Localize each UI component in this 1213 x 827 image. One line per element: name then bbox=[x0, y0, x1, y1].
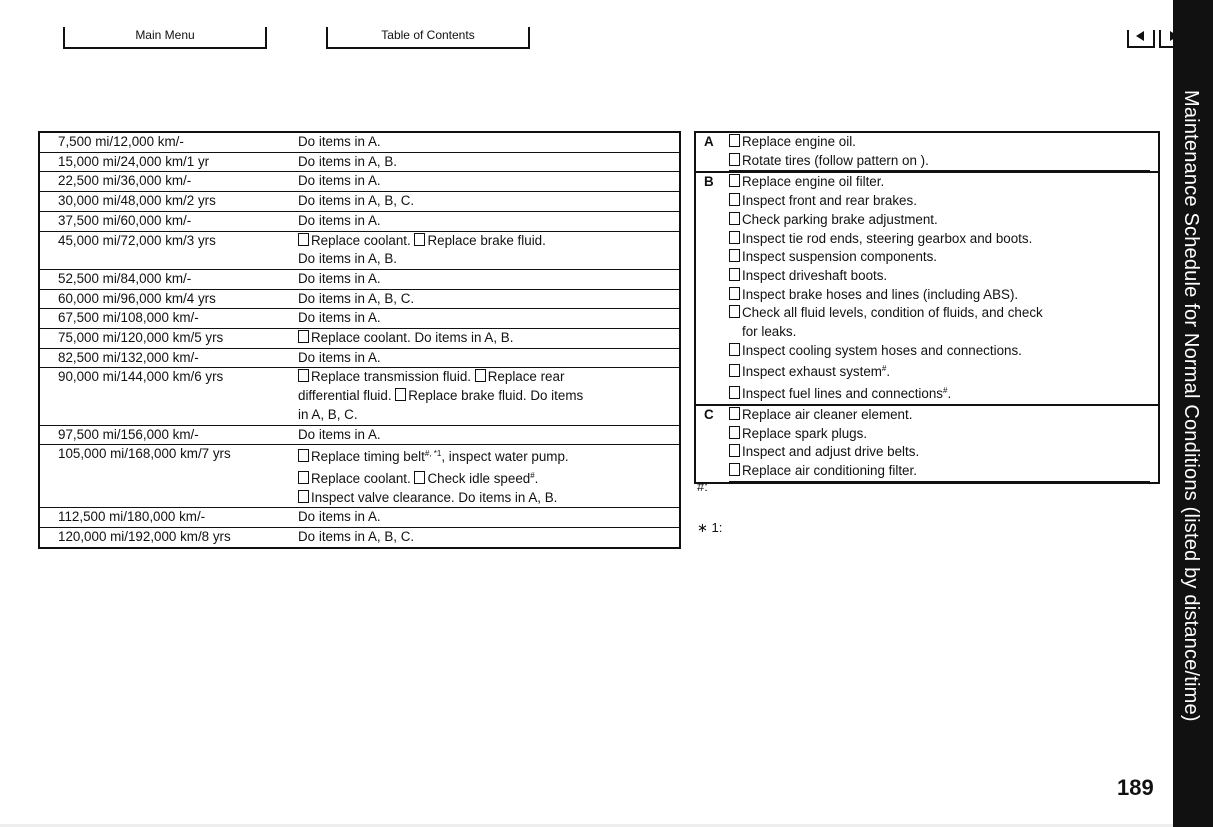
checkbox-icon bbox=[395, 388, 406, 401]
checkbox-icon bbox=[729, 193, 740, 206]
schedule-item-text: differential fluid. bbox=[298, 388, 396, 404]
checkbox-icon bbox=[298, 490, 309, 503]
checkbox-icon bbox=[729, 305, 740, 318]
legend-item bbox=[729, 152, 1150, 172]
checkbox-icon bbox=[729, 153, 740, 166]
footnote-marker: # bbox=[881, 364, 887, 374]
schedule-row bbox=[40, 309, 679, 329]
schedule-distance: 7,500 mi/12,000 km/- bbox=[58, 134, 184, 149]
checkbox-icon bbox=[298, 233, 309, 246]
schedule-item-text: Replace brake fluid. bbox=[427, 232, 546, 248]
schedule-items bbox=[298, 329, 663, 348]
footnote-marker: # bbox=[530, 470, 535, 480]
checkbox-icon bbox=[298, 471, 309, 484]
schedule-row bbox=[40, 290, 679, 310]
schedule-item-text: Do items in A. bbox=[298, 426, 381, 442]
schedule-item-text: Do items in A. bbox=[298, 134, 381, 149]
legend-item-text: Inspect exhaust system bbox=[742, 364, 882, 380]
checkbox-icon bbox=[475, 369, 486, 382]
schedule-distance: 45,000 mi/72,000 km/3 yrs bbox=[58, 232, 216, 248]
schedule-items bbox=[298, 290, 663, 309]
schedule-distance: 82,500 mi/132,000 km/- bbox=[58, 349, 199, 365]
legend-items bbox=[729, 173, 1158, 403]
checkbox-icon bbox=[729, 231, 740, 244]
checkbox-icon bbox=[729, 249, 740, 262]
footnote-marker: # bbox=[943, 386, 948, 396]
footnote-star1: ∗ 1: bbox=[697, 520, 723, 535]
schedule-distance: 67,500 mi/108,000 km/- bbox=[58, 310, 199, 326]
schedule-item-text: in A, B, C. bbox=[298, 406, 358, 422]
schedule-distance: 120,000 mi/192,000 km/8 yrs bbox=[58, 529, 231, 545]
schedule-row bbox=[40, 212, 679, 232]
checkbox-icon bbox=[729, 268, 740, 281]
legend-item-text: Replace engine oil. bbox=[742, 134, 856, 149]
schedule-item-text: Inspect valve clearance. Do items in A, B. bbox=[311, 489, 558, 505]
legend-letter: B bbox=[704, 174, 714, 190]
checkbox-icon bbox=[298, 449, 309, 462]
schedule-distance: 22,500 mi/36,000 km/- bbox=[58, 173, 192, 189]
schedule-row bbox=[40, 192, 679, 212]
schedule-row bbox=[40, 349, 679, 369]
schedule-item-text: Do items in A. bbox=[298, 349, 381, 365]
schedule-item-text: Replace coolant. bbox=[311, 232, 415, 248]
legend-item-text: Inspect front and rear brakes. bbox=[742, 193, 917, 209]
schedule-row bbox=[40, 368, 679, 425]
schedule-distance: 105,000 mi/168,000 km/7 yrs bbox=[58, 446, 231, 462]
schedule-row bbox=[40, 270, 679, 290]
checkbox-icon bbox=[729, 407, 740, 420]
schedule-row bbox=[40, 232, 679, 270]
schedule-item-text: Replace brake fluid. Do items bbox=[408, 388, 584, 404]
schedule-item-text: Replace rear bbox=[487, 369, 565, 385]
legend-item-text: Inspect and adjust drive belts. bbox=[742, 444, 920, 460]
schedule-item-text: , inspect water pump. bbox=[441, 449, 569, 465]
main-menu-button[interactable]: Main Menu bbox=[63, 27, 267, 49]
legend-item bbox=[729, 360, 1150, 382]
schedule-item-text: Do items in A, B. bbox=[298, 251, 397, 267]
legend-item-text: Rotate tires (follow pattern on ). bbox=[742, 152, 929, 168]
schedule-items bbox=[298, 349, 663, 368]
schedule-distance: 15,000 mi/24,000 km/1 yr bbox=[58, 153, 210, 169]
schedule-items bbox=[298, 508, 663, 527]
schedule-row bbox=[40, 445, 679, 508]
section-side-tab bbox=[1173, 0, 1213, 827]
schedule-items bbox=[298, 212, 663, 231]
checkbox-icon bbox=[729, 426, 740, 439]
schedule-items bbox=[298, 426, 663, 445]
schedule-row bbox=[40, 153, 679, 173]
legend-item bbox=[729, 342, 1150, 361]
legend-item-suffix: . bbox=[886, 364, 891, 380]
maintenance-items-legend bbox=[694, 131, 1160, 484]
maintenance-schedule-table bbox=[38, 131, 681, 549]
legend-items bbox=[729, 406, 1158, 482]
checkbox-icon bbox=[729, 212, 740, 225]
schedule-row bbox=[40, 329, 679, 349]
legend-item-text: Replace air cleaner element. bbox=[742, 406, 913, 422]
schedule-item-text: Do items in A. bbox=[298, 212, 381, 228]
legend-letter: C bbox=[704, 406, 714, 422]
schedule-row bbox=[40, 426, 679, 446]
legend-item-text: Replace spark plugs. bbox=[742, 425, 868, 441]
legend-items bbox=[729, 133, 1158, 171]
previous-page-button[interactable] bbox=[1127, 30, 1155, 48]
schedule-item-text: Replace transmission fluid. bbox=[311, 369, 475, 385]
checkbox-icon bbox=[414, 471, 425, 484]
legend-item bbox=[729, 304, 1150, 323]
schedule-distance: 52,500 mi/84,000 km/- bbox=[58, 270, 192, 286]
checkbox-icon bbox=[729, 287, 740, 300]
schedule-items bbox=[298, 232, 663, 269]
schedule-items bbox=[298, 528, 663, 547]
legend-item bbox=[729, 323, 1150, 342]
schedule-item-text: Replace timing belt bbox=[311, 449, 425, 465]
legend-item bbox=[729, 425, 1150, 444]
legend-item-text: Inspect tie rod ends, steering gearbox and boots. bbox=[742, 230, 1033, 246]
legend-item bbox=[729, 462, 1150, 482]
legend-item bbox=[729, 173, 1150, 192]
legend-item-text: for leaks. bbox=[742, 324, 797, 340]
legend-item-text: Inspect brake hoses and lines (including ABS). bbox=[742, 286, 1019, 302]
page-number: 189 bbox=[1117, 775, 1154, 800]
legend-item bbox=[729, 230, 1150, 249]
checkbox-icon bbox=[729, 134, 740, 147]
schedule-distance: 112,500 mi/180,000 km/- bbox=[58, 509, 206, 525]
checkbox-icon bbox=[729, 174, 740, 187]
schedule-item-text: Do items in A, B, C. bbox=[298, 193, 415, 209]
schedule-distance: 30,000 mi/48,000 km/2 yrs bbox=[58, 193, 216, 209]
schedule-item-text: . bbox=[534, 470, 539, 486]
footnote-hash: #: bbox=[697, 479, 708, 494]
schedule-item-text: Do items in A, B, C. bbox=[298, 529, 415, 545]
schedule-item-text: Replace coolant. Do items in A, B. bbox=[311, 330, 514, 346]
checkbox-icon bbox=[729, 343, 740, 356]
legend-item-text: Replace engine oil filter. bbox=[742, 174, 885, 190]
side-tab-label: Maintenance Schedule for Normal Conditions (listed by distance/time) bbox=[1180, 90, 1202, 722]
schedule-row bbox=[40, 172, 679, 192]
schedule-items bbox=[298, 153, 663, 172]
checkbox-icon bbox=[298, 330, 309, 343]
schedule-distance: 97,500 mi/156,000 km/- bbox=[58, 426, 199, 442]
legend-section bbox=[696, 173, 1158, 405]
schedule-row bbox=[40, 528, 679, 547]
legend-item-text: Check all fluid levels, condition of fluids, and check bbox=[742, 305, 1043, 321]
legend-item-text: Inspect driveshaft boots. bbox=[742, 267, 888, 283]
schedule-distance: 75,000 mi/120,000 km/5 yrs bbox=[58, 330, 224, 346]
legend-item-suffix: . bbox=[947, 386, 952, 402]
schedule-items bbox=[298, 309, 663, 328]
legend-item bbox=[729, 248, 1150, 267]
schedule-items bbox=[298, 133, 663, 152]
schedule-item-text: Do items in A, B. bbox=[298, 153, 397, 169]
legend-item-text: Check parking brake adjustment. bbox=[742, 211, 938, 227]
arrow-left-icon bbox=[1136, 31, 1144, 41]
legend-item-text: Replace air conditioning filter. bbox=[742, 462, 917, 478]
legend-section bbox=[696, 406, 1158, 482]
legend-item bbox=[729, 443, 1150, 462]
schedule-items bbox=[298, 172, 663, 191]
legend-item-text: Inspect suspension components. bbox=[742, 249, 938, 265]
schedule-item-text: Do items in A. bbox=[298, 173, 381, 189]
schedule-items bbox=[298, 270, 663, 289]
schedule-items bbox=[298, 445, 663, 507]
checkbox-icon bbox=[729, 364, 740, 377]
schedule-item-text: Do items in A, B, C. bbox=[298, 290, 415, 306]
schedule-row bbox=[40, 133, 679, 153]
legend-item-text: Inspect cooling system hoses and connections. bbox=[742, 342, 1022, 358]
schedule-distance: 90,000 mi/144,000 km/6 yrs bbox=[58, 369, 224, 385]
checkbox-icon bbox=[298, 369, 309, 382]
schedule-item-text: Check idle speed bbox=[427, 470, 531, 486]
legend-letter: A bbox=[704, 134, 714, 149]
legend-item bbox=[729, 382, 1150, 404]
legend-item bbox=[729, 192, 1150, 211]
footnote-marker: #, *1 bbox=[424, 449, 442, 459]
legend-item-text: Inspect fuel lines and connections bbox=[742, 386, 943, 402]
schedule-row bbox=[40, 508, 679, 528]
schedule-item-text: Do items in A. bbox=[298, 270, 381, 286]
table-of-contents-button[interactable]: Table of Contents bbox=[326, 27, 530, 49]
legend-item bbox=[729, 406, 1150, 425]
legend-item bbox=[729, 286, 1150, 305]
schedule-distance: 37,500 mi/60,000 km/- bbox=[58, 212, 192, 228]
schedule-distance: 60,000 mi/96,000 km/4 yrs bbox=[58, 290, 216, 306]
schedule-item-text: Do items in A. bbox=[298, 509, 381, 525]
checkbox-icon bbox=[729, 463, 740, 476]
legend-item bbox=[729, 133, 1150, 152]
legend-item bbox=[729, 267, 1150, 286]
checkbox-icon bbox=[414, 233, 425, 246]
checkbox-icon bbox=[729, 386, 740, 399]
legend-item bbox=[729, 211, 1150, 230]
schedule-items bbox=[298, 192, 663, 211]
legend-section bbox=[696, 133, 1158, 173]
checkbox-icon bbox=[729, 444, 740, 457]
schedule-item-text: Do items in A. bbox=[298, 310, 381, 326]
schedule-items bbox=[298, 368, 663, 424]
schedule-item-text: Replace coolant. bbox=[311, 470, 415, 486]
